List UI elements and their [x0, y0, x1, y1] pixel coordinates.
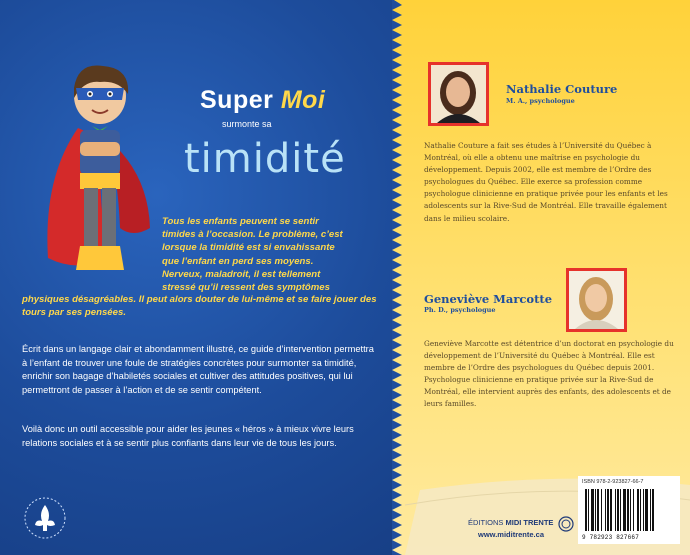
intro-line: Tous les enfants peuvent se sentir — [162, 216, 319, 227]
isbn-barcode-box — [578, 476, 680, 544]
barcode-bar — [585, 489, 587, 531]
author-name-genevieve: Geneviève Marcotte — [424, 292, 553, 306]
barcode-bar — [640, 489, 641, 531]
title-moi: Moi — [280, 86, 326, 114]
author-name-nathalie: Nathalie Couture — [506, 82, 618, 96]
fleur-de-lis-logo-icon — [22, 495, 68, 541]
title-super: Super — [200, 86, 274, 114]
barcode-bar — [645, 489, 648, 531]
barcode-bar — [643, 489, 644, 531]
description-paragraph-1: Écrit dans un langage clair et abondamment illustré, ce guide d’intervention permettra à l’enfant de trouver une foule de stratégies concrètes pour surmonter sa timidité, enrichir son bagage d’habiletés sociales et cultiver des attitudes positives, qui lui permettront de passer à l’action et de se sentir compétent. — [22, 344, 374, 395]
barcode — [584, 489, 674, 533]
author-bio-nathalie: Nathalie Couture a fait ses études à l’Université du Québec à Montréal, où elle a obtenu une maîtrise en psychologie du développement. Depuis 2002, elle est membre de l’Ordre des psychologues du Québec. Elle exerce sa profession comme psychologue clinicienne en pratique privée pour les enfants et les adolescents sur la Rive-Sud de Montréal. Elle travaille également dans le milieu scolaire. — [424, 141, 668, 223]
title-super-moi — [200, 86, 325, 115]
portrait-icon — [569, 271, 624, 329]
barcode-bar — [605, 489, 606, 531]
barcode-bar — [627, 489, 629, 531]
isbn-label: ISBN 978-2-923827-66-7 — [582, 479, 644, 485]
barcode-bar — [591, 489, 594, 531]
intro-line: que l’enfant en perd ses moyens. — [162, 255, 314, 267]
intro-tail-text: physiques désagréables. Il peut alors douter de lui-même et se faire jouer des tours par ses pensées. — [22, 294, 377, 319]
barcode-bar — [617, 489, 619, 531]
publisher-name — [468, 518, 553, 527]
superhero-child-illustration — [38, 58, 163, 293]
publisher-prefix: ÉDITIONS — [468, 518, 506, 527]
barcode-bar — [633, 489, 634, 531]
description-paragraph-2: Voilà donc un outil accessible pour aider les jeunes « héros » à mieux vivre leurs relations sociales et à se sentir plus confiants dans leur vie de tous les jours. — [22, 424, 354, 448]
intro-line: lorsque la timidité est si envahissante — [162, 242, 335, 254]
publisher-url: www.miditrente.ca — [478, 530, 544, 539]
author-photo-genevieve — [566, 268, 627, 332]
barcode-bar — [607, 489, 609, 531]
intro-text — [162, 215, 384, 294]
barcode-bar — [637, 489, 639, 531]
circle-logo-icon — [558, 516, 574, 532]
portrait-icon — [431, 65, 486, 123]
author-credentials-nathalie: M. A., psychologue — [506, 97, 575, 105]
intro-line: timides à l’occasion. Le problème, c’est — [162, 229, 343, 241]
barcode-bar — [588, 489, 589, 531]
barcode-bar — [610, 489, 612, 531]
title-main: timidité — [184, 136, 346, 182]
barcode-bar — [650, 489, 651, 531]
barcode-bar — [595, 489, 596, 531]
barcode-bar — [601, 489, 602, 531]
barcode-bar — [652, 489, 654, 531]
author-credentials-genevieve: Ph. D., psychologue — [424, 306, 496, 314]
barcode-bar — [630, 489, 631, 531]
intro-line: Nerveux, maladroit, il est tellement — [162, 268, 321, 280]
author-bio-genevieve: Geneviève Marcotte est détentrice d’un doctorat en psychologie du développement de l’Université du Québec à Montréal. Elle est membre de l’Ordre des psychologues du Québec depuis 2001. Psychologue clinicienne en pratique privée sur la Rive-Sud de Montréal, elle intervient auprès des enfants, des adolescents et de leurs familles. — [424, 339, 674, 409]
publisher-brand: MIDI TRENTE — [505, 518, 554, 527]
barcode-bar — [623, 489, 626, 531]
barcode-bar — [597, 489, 599, 531]
author-photo-nathalie — [428, 62, 489, 126]
title-subtitle: surmonte sa — [222, 119, 272, 129]
intro-line: stressé qu’il ressent des symptômes — [162, 282, 330, 294]
barcode-bar — [620, 489, 621, 531]
barcode-bar — [615, 489, 616, 531]
barcode-digits: 9 782923 827667 — [582, 534, 640, 541]
